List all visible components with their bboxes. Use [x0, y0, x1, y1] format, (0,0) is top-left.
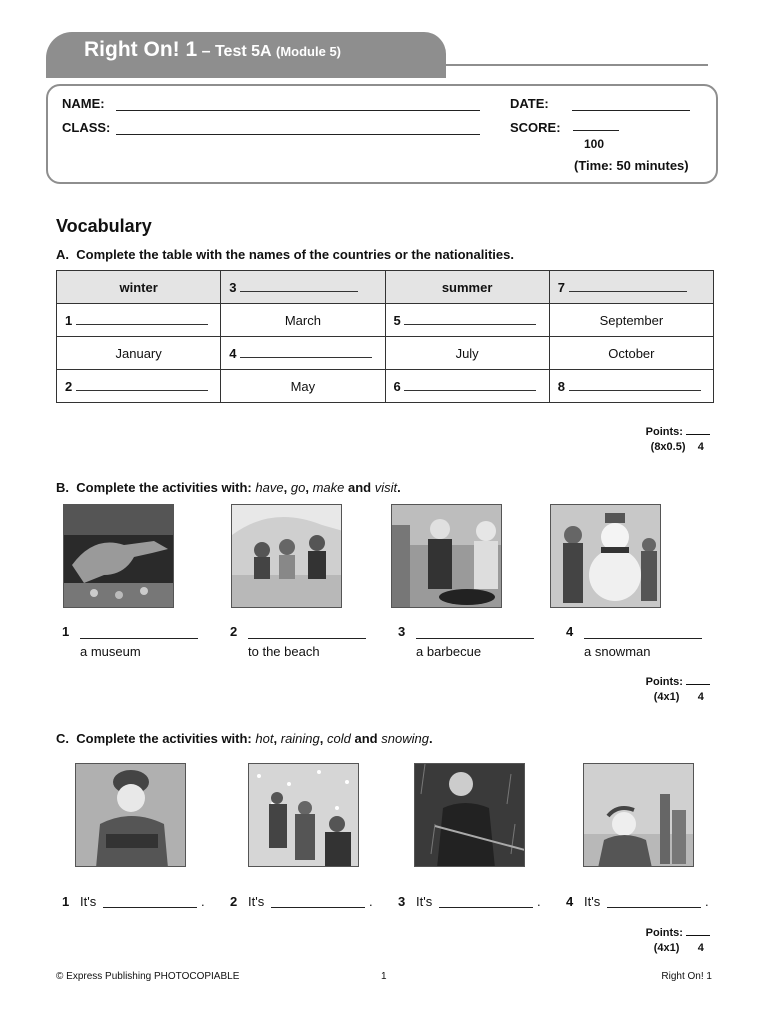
class-field[interactable] [116, 134, 480, 135]
part-a-letter: A. [56, 247, 69, 262]
points-blank[interactable] [686, 425, 710, 435]
cell-text: October [608, 345, 655, 361]
cell-number: 7 [557, 279, 565, 295]
points-label: Points: [645, 927, 683, 939]
table-cell [385, 337, 549, 370]
table-cell [549, 304, 713, 337]
table-cell [221, 370, 385, 403]
c-item-2-text: It's [248, 894, 265, 909]
word-go: go [290, 480, 306, 495]
b-item-1-text: a museum [80, 644, 141, 659]
part-a-text: Complete the table with the names of the countries or the nationalities. [76, 247, 514, 262]
points-total: 4 [697, 441, 704, 453]
points-label: Points: [645, 426, 683, 438]
part-b-text: Complete the activities with: [76, 480, 252, 495]
answer-blank [76, 381, 208, 391]
part-b-points [630, 675, 710, 705]
b-item-4-text: a snowman [584, 644, 651, 659]
table-row [57, 271, 714, 304]
c-item-1-blank[interactable] [103, 907, 197, 908]
cell-number: 4 [229, 345, 237, 361]
c-item-1-number: 1 [62, 894, 70, 909]
cell-number: 2 [65, 378, 73, 394]
c-item-2-number: 2 [230, 894, 238, 909]
score-total: 100 [584, 137, 605, 151]
cell-text: winter [119, 279, 158, 295]
table-row [57, 370, 714, 403]
footer-copyright: © Express Publishing PHOTOCOPIABLE [56, 971, 240, 982]
snowman-photo [550, 504, 661, 608]
points-total: 4 [697, 691, 704, 703]
name-field[interactable] [116, 110, 480, 111]
table-cell[interactable] [385, 304, 549, 337]
word-snowing: snowing [381, 731, 429, 746]
cell-text: September [599, 312, 664, 328]
word-hot: hot [255, 731, 274, 746]
part-c-instruction: C. Complete the activities with: hot, raining, cold and snowing. [56, 731, 433, 746]
cell-number: 8 [557, 378, 565, 394]
c-item-3-number: 3 [398, 894, 406, 909]
class-label: CLASS: [62, 120, 111, 135]
header-rule [446, 64, 708, 66]
answer-blank [404, 381, 536, 391]
word-make: make [312, 480, 345, 495]
points-blank[interactable] [686, 926, 710, 936]
cell-text: May [290, 378, 316, 394]
part-b-instruction: B. Complete the activities with: have, go, make and visit. [56, 480, 401, 495]
c-item-4-blank[interactable] [607, 907, 701, 908]
b-item-2-number: 2 [230, 624, 238, 639]
section-title: Vocabulary [56, 216, 152, 236]
answer-blank [569, 381, 701, 391]
b-item-1-number: 1 [62, 624, 70, 639]
c-item-2-end: . [369, 894, 373, 909]
raining-photo [414, 763, 525, 867]
cell-number: 6 [393, 378, 401, 394]
b-item-2-text: to the beach [248, 644, 320, 659]
c-item-4-number: 4 [566, 894, 574, 909]
table-row [57, 304, 714, 337]
c-item-1-end: . [201, 894, 205, 909]
beach-picnic-photo [231, 504, 342, 608]
barbecue-photo [391, 504, 502, 608]
points-blank[interactable] [686, 675, 710, 685]
score-label: SCORE: [510, 120, 561, 135]
months-table [56, 270, 714, 403]
dinosaur-museum-photo [63, 504, 174, 608]
cell-text: July [455, 345, 479, 361]
answer-blank [569, 282, 687, 292]
table-cell [549, 337, 713, 370]
answer-blank [240, 348, 372, 358]
table-cell[interactable] [549, 271, 713, 304]
cold-girl-photo [75, 763, 186, 867]
part-b-letter: B. [56, 480, 69, 495]
answer-blank [240, 282, 358, 292]
c-item-3-text: It's [416, 894, 433, 909]
word-cold: cold [327, 731, 351, 746]
footer-page-number: 1 [381, 971, 387, 982]
b-item-2-blank[interactable] [248, 638, 366, 639]
b-item-3-blank[interactable] [416, 638, 534, 639]
points-formula: (8x0.5) [650, 441, 686, 453]
table-cell[interactable] [385, 370, 549, 403]
footer-book-title: Right On! 1 [661, 971, 712, 982]
points-label: Points: [645, 676, 683, 688]
table-cell [57, 271, 221, 304]
snowing-photo [248, 763, 359, 867]
c-item-3-blank[interactable] [439, 907, 533, 908]
c-item-1-text: It's [80, 894, 97, 909]
title-test: – Test 5A [201, 43, 272, 60]
b-item-3-text: a barbecue [416, 644, 482, 659]
title-main: Right On! 1 [84, 38, 198, 61]
cell-text: January [115, 345, 162, 361]
c-item-2-blank[interactable] [271, 907, 365, 908]
table-cell[interactable] [57, 370, 221, 403]
table-cell[interactable] [221, 337, 385, 370]
cell-number: 3 [229, 279, 237, 295]
table-cell [57, 337, 221, 370]
b-item-1-blank[interactable] [80, 638, 198, 639]
cell-number: 1 [65, 312, 73, 328]
b-item-4-number: 4 [566, 624, 574, 639]
hot-girl-photo [583, 763, 694, 867]
points-formula: (4x1) [653, 691, 680, 703]
cell-number: 5 [393, 312, 401, 328]
word-raining: raining [280, 731, 320, 746]
table-cell[interactable] [57, 304, 221, 337]
points-total: 4 [697, 942, 704, 954]
part-c-letter: C. [56, 731, 69, 746]
b-item-3-number: 3 [398, 624, 406, 639]
name-label: NAME: [62, 96, 105, 111]
b-item-4-blank[interactable] [584, 638, 702, 639]
part-c-text: Complete the activities with: [76, 731, 252, 746]
word-have: have [255, 480, 284, 495]
answer-blank [76, 315, 208, 325]
cell-text: summer [441, 279, 493, 295]
page-title [84, 38, 341, 62]
table-row [57, 337, 714, 370]
time-limit: (Time: 50 minutes) [574, 158, 689, 173]
part-a-points [630, 425, 710, 455]
part-c-points [630, 926, 710, 956]
date-field[interactable] [572, 110, 690, 111]
c-item-4-end: . [705, 894, 709, 909]
score-field[interactable] [573, 130, 619, 131]
cell-text: March [284, 312, 321, 328]
word-visit: visit [374, 480, 398, 495]
points-formula: (4x1) [653, 942, 680, 954]
c-item-4-text: It's [584, 894, 601, 909]
table-cell [385, 271, 549, 304]
date-label: DATE: [510, 96, 549, 111]
part-a-instruction [56, 247, 514, 262]
table-cell [221, 304, 385, 337]
title-module: (Module 5) [276, 44, 342, 59]
table-cell[interactable] [221, 271, 385, 304]
answer-blank [404, 315, 536, 325]
c-item-3-end: . [537, 894, 541, 909]
table-cell[interactable] [549, 370, 713, 403]
